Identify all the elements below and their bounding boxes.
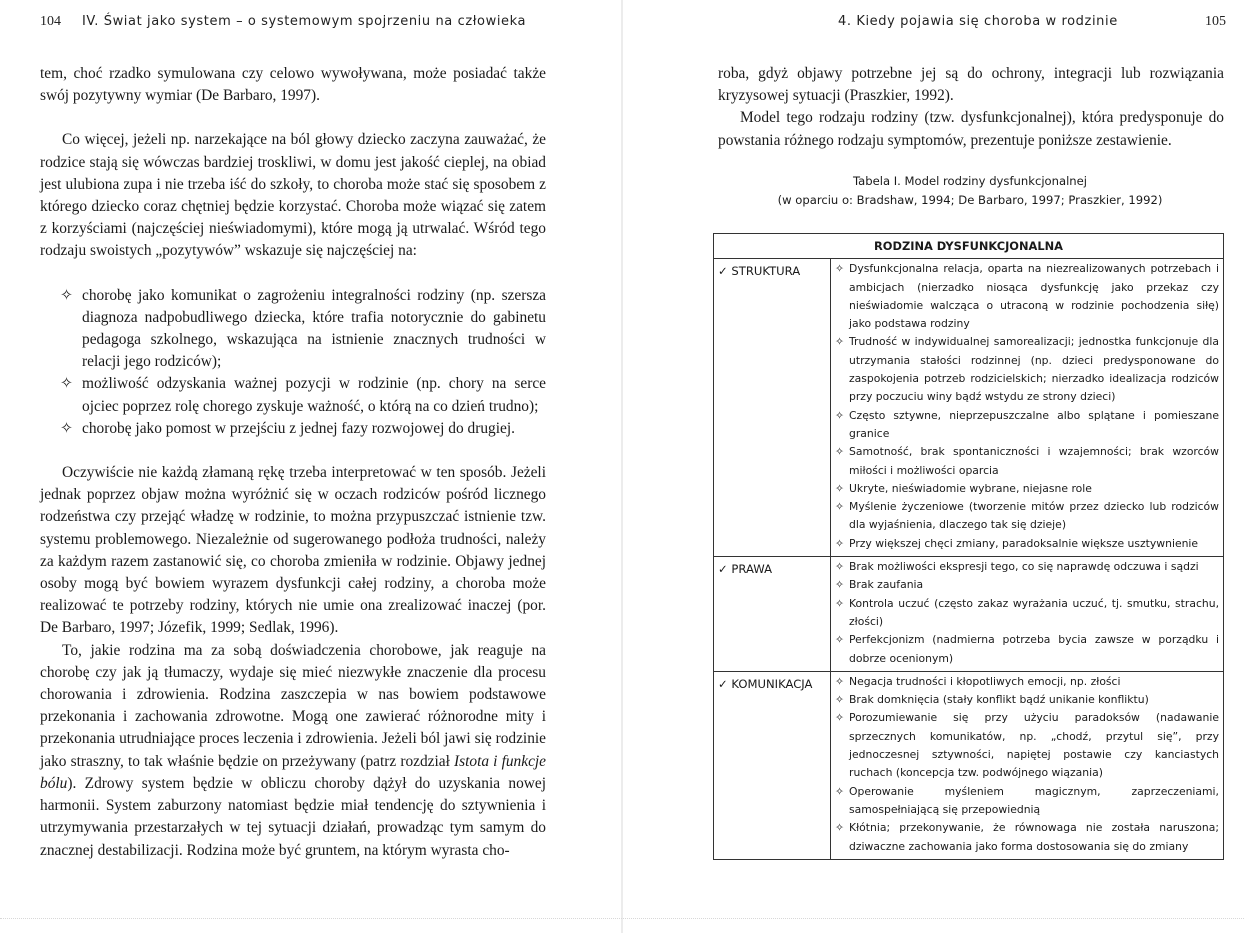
- struktura-items: [831, 259, 1224, 557]
- left-body-text: [40, 63, 546, 862]
- list-item: ✧ chorobę jako pomost w przejściu z jednej fazy rozwojowej do drugiej.: [40, 418, 546, 440]
- diamond-star-icon: ✧: [835, 784, 845, 798]
- diamond-star-icon: ✧: [835, 536, 845, 550]
- dysfunctional-family-table: [713, 233, 1224, 860]
- left-page-number: 104: [40, 14, 61, 29]
- table-item: ✧ Perfekcjonizm (nadmierna potrzeba bycia zawsze w porządku i dobrze ocenionym): [835, 633, 1219, 665]
- diamond-star-icon: ✧: [835, 445, 845, 459]
- table-item: ✧ Brak zaufania: [835, 576, 1219, 594]
- table-row-komunikacja: [714, 671, 1224, 859]
- table-header: RODZINA DYSFUNKCJONALNA: [714, 234, 1224, 259]
- table-item: ✧ Samotność, brak spontaniczności i wzajemności; brak wzorców miłości i możliwości oparcia: [835, 445, 1219, 477]
- table-item: ✧ Operowanie myśleniem magicznym, zaprzeczeniami, samospełniającą się przepowiednią: [835, 784, 1219, 816]
- paragraph-experiences: To, jakie rodzina ma za sobą doświadczenia chorobowe, jak reaguje na chorobę czy jak ją tłumaczy, wydaje się mieć niezwykłe znaczenie dla procesu chorowania i zdrowienia. Rodzina zaszczepia w nas bowiem podstawowe przekonania i zachowania zdrowotne. Mogą one zawierać różnorodne mity i przekonania utrudniające proces leczenia i zdrowienia. Jeżeli ból jawi się rodzinie jako straszny, to tak właśnie będzie on przeżywany (patrz rozdział Istota i funkcje bólu). Zdrowy system będzie w obliczu choroby dążył do uzyskania nowej harmonii. System zaburzony natomiast będzie miał tendencję do sztywnienia i utrzymywania przestarzałych w tej sytuacji działań, prowadząc tym samym do znacznej destabilizacji. Rodzina może być gruntem, na którym wyrasta cho-: [40, 641, 547, 859]
- diamond-star-icon: ✧: [835, 693, 845, 707]
- paragraph-continuation: roba, gdyż objawy potrzebne jej są do ochrony, integracji lub rozwiązania kryzysowej sytuacji (Praszkier, 1992).: [718, 65, 1224, 105]
- paragraph-interpretation: Oczywiście nie każdą złamaną rękę trzeba interpretować w ten sposób. Jeżeli jednak poprzez objaw można wyróżnić się w oczach rodziców pośród licznego rodzeństwa czy przejąć władzę w rodzinie, to można przypuszczać istnienie tzw. systemu problemowego. Niezależnie od sugerowanego podłoża trudności, należy za każdym razem zastanowić się, co choroba zmieniła w rodzinie. Objawy jednej osoby mogą być bowiem wyrazem dysfunkcji całej rodziny, a choroba może realizować te potrzeby rodziny, których nie umie ona zrealizować inaczej (por. De Barbaro, 1997; Józefik, 1999; Sedlak, 1996).: [40, 464, 546, 637]
- diamond-star-icon: ✧: [835, 560, 845, 574]
- diamond-star-icon: ✧: [835, 335, 845, 349]
- table-item: ✧ Negacja trudności i kłopotliwych emocji, np. złości: [835, 673, 1219, 691]
- table-item: ✧ Przy większej chęci zmiany, paradoksalnie większe usztywnienie: [835, 535, 1219, 553]
- checkmark-icon: ✓: [718, 562, 728, 577]
- page-bottom-edge: [0, 918, 1244, 920]
- table-source: (w oparciu o: Bradshaw, 1994; De Barbaro, 1997; Praszkier, 1992): [777, 193, 1163, 207]
- category-struktura: ✓ STRUKTURA: [714, 259, 831, 557]
- right-page-number: 105: [1205, 14, 1226, 29]
- table-item: ✧ Kontrola uczuć (często zakaz wyrażania uczuć, tj. smutku, strachu, złości): [835, 596, 1219, 628]
- list-item: ✧ chorobę jako komunikat o zagrożeniu integralności rodziny (np. szersza diagnoza nadpobudliwego dziecka, które trafia notorycznie do gabinetu pedagoga szkolnego, wskazująca na istnienie znacznych trudności w relacji jego rodziców);: [60, 286, 546, 371]
- checkmark-icon: ✓: [718, 676, 728, 691]
- category-prawa: ✓ PRAWA: [714, 557, 831, 672]
- category-komunikacja: ✓ KOMUNIKACJA: [714, 671, 831, 859]
- right-running-head: 4. Kiedy pojawia się choroba w rodzinie: [838, 14, 1118, 29]
- table-item: ✧ Brak domknięcia (stały konflikt bądź unikanie konfliktu): [835, 691, 1219, 709]
- paragraph-positives: Co więcej, jeżeli np. narzekające na ból głowy dziecko zaczyna zauważać, że rodzice stają się wówczas bardziej troskliwi, w domu jest jakość cieplej, na obiad jest ulubiona zupa i nie trzeba iść do szkoły, to choroba może stać się sposobem z którego dziecko coraz chętniej będzie korzystać. Choroba może wiązać się zatem z korzyściami (najczęściej nieświadomymi), które mogą ją utrwalać. Wśród tego rodzaju swoistych „pozytywów” wskazuje się najczęściej na:: [40, 131, 546, 260]
- diamond-star-icon: ✧: [835, 578, 845, 592]
- positives-list: [40, 285, 546, 440]
- prawa-items: [831, 557, 1224, 672]
- table-row-prawa: [714, 557, 1224, 672]
- bullet-star-icon: ✧: [60, 286, 73, 304]
- paragraph-model: Model tego rodzaju rodziny (tzw. dysfunkcjonalnej), która predysponuje do powstania różnego rodzaju symptomów, prezentuje poniższe zestawienie.: [718, 109, 1224, 149]
- list-item: ✧ możliwość odzyskania ważnej pozycji w rodzinie (np. chory na serce ojciec poprzez rolę chorego zyskuje ważność, o którą na co dzień trudno);: [60, 375, 546, 415]
- checkmark-icon: ✓: [718, 264, 728, 279]
- paragraph-intro: tem, choć rzadko symulowana czy celowo wywoływana, może posiadać także swój pozytywny wymiar (De Barbaro, 1997).: [40, 65, 546, 105]
- right-body-text: [718, 63, 1224, 152]
- table-item: ✧ Trudność w indywidualnej samorealizacji; jednostka funkcjonuje dla utrzymania stałości rodzinnej (np. dzieci predysponowane do zaspokojenia potrzeb rodzicielskich; nierzadko idealizacja rodziców przy poczuciu winy bądź wstydu ze strony dzieci): [835, 335, 1219, 404]
- diamond-star-icon: ✧: [835, 500, 845, 514]
- diamond-star-icon: ✧: [835, 408, 845, 422]
- komunikacja-items: [831, 671, 1224, 859]
- diamond-star-icon: ✧: [835, 674, 845, 688]
- table-item: ✧ Brak możliwości ekspresji tego, co się naprawdę odczuwa i sądzi: [835, 558, 1219, 576]
- table-item: ✧ Ukryte, nieświadomie wybrane, niejasne role: [835, 480, 1219, 498]
- bullet-star-icon: ✧: [60, 375, 73, 393]
- diamond-star-icon: ✧: [835, 711, 845, 725]
- diamond-star-icon: ✧: [835, 481, 845, 495]
- diamond-star-icon: ✧: [835, 596, 845, 610]
- table-title: Tabela I. Model rodziny dysfunkcjonalnej: [852, 174, 1088, 188]
- diamond-star-icon: ✧: [835, 633, 845, 647]
- table-item: ✧ Często sztywne, nieprzepuszczalne albo splątane i pomieszane granice: [835, 408, 1219, 440]
- table-item: ✧ Dysfunkcjonalna relacja, oparta na niezrealizowanych potrzebach i ambicjach (nierzadko niosąca dysfunkcję jako przekaz czy nieświadomie walcząca o utraconą w rodzinie pochodzenia siłę) jako podstawa rodziny: [835, 262, 1219, 331]
- chapter-reference: Istota i funkcje bólu: [40, 752, 547, 792]
- table-item: ✧ Porozumiewanie się przy użyciu paradoksów (nadawanie sprzecznych komunikatów, np. „chodź, przytul się”, przy jednoczesnej sztywności, napiętej postawie czy kanciastych ruchach (koncepcja tzw. podwójnego wiązania): [835, 711, 1219, 780]
- table-row-struktura: [714, 259, 1224, 557]
- diamond-star-icon: ✧: [835, 821, 845, 835]
- table-item: ✧ Kłótnia; przekonywanie, że równowaga nie została naruszona; dziwaczne zachowania jako forma dostosowania się do zmiany: [835, 821, 1219, 853]
- table-item: ✧ Myślenie życzeniowe (tworzenie mitów przez dziecko lub rodziców dla wyjaśnienia, dlaczego tak się dzieje): [835, 500, 1219, 532]
- left-running-head: IV. Świat jako system – o systemowym spojrzeniu na człowieka: [82, 14, 527, 29]
- diamond-star-icon: ✧: [835, 262, 845, 276]
- table-caption: [730, 172, 1210, 210]
- bullet-star-icon: ✧: [60, 419, 73, 437]
